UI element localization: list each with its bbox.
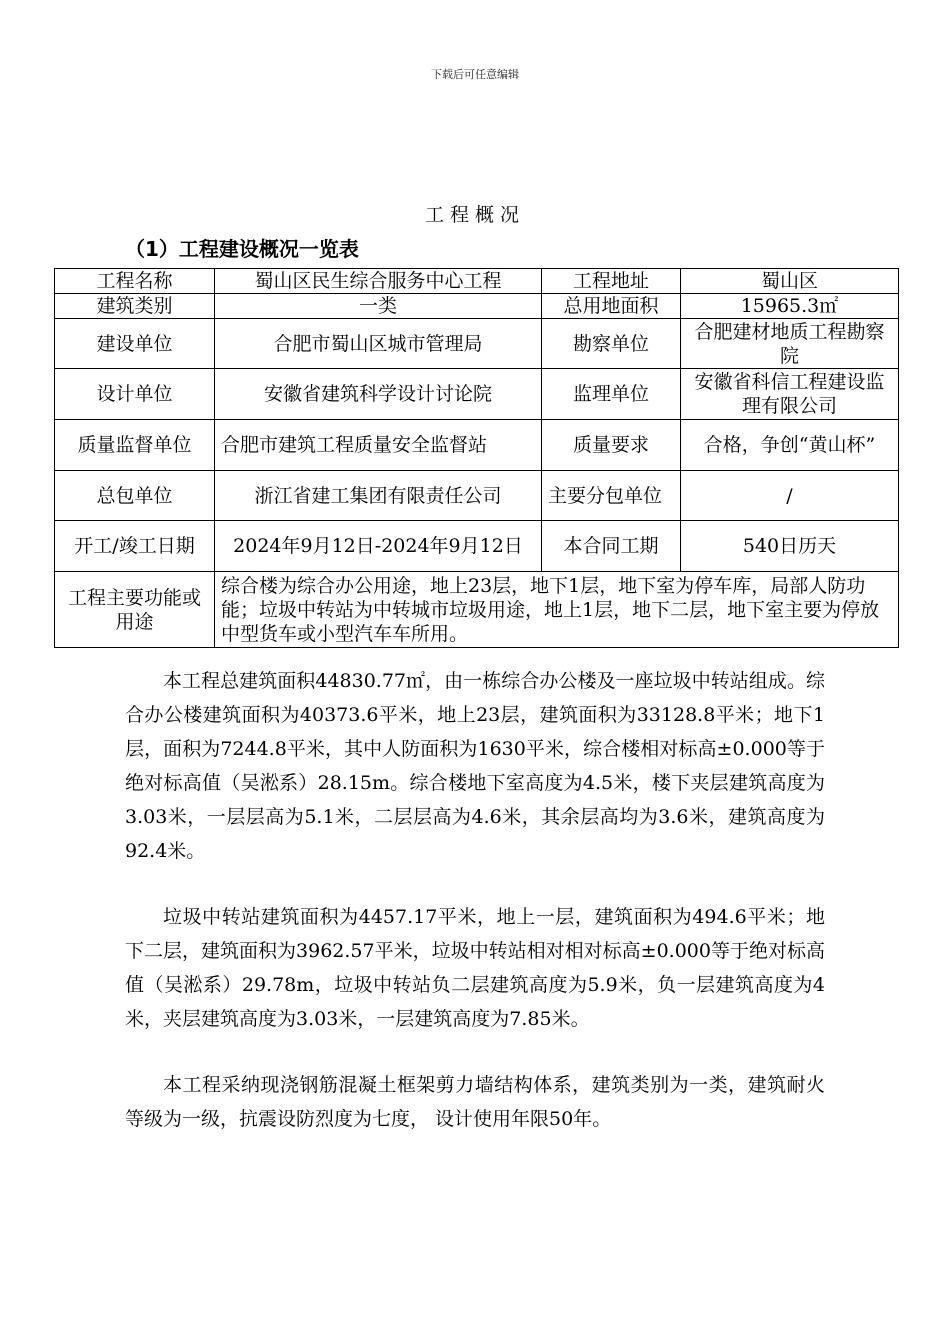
table-row (55, 471, 899, 521)
table-value-cell: 15965.3㎡ (681, 294, 899, 319)
table-label-cell: 工程名称 (55, 269, 215, 294)
table-row (55, 269, 899, 294)
table-label-cell: 建设单位 (55, 319, 215, 369)
table-row (55, 420, 899, 471)
table-value-cell: 2024年9月12日-2024年9月12日 (215, 521, 542, 572)
table-row (55, 294, 899, 319)
table-label-cell: 勘察单位 (542, 319, 681, 369)
table-value-cell: 合肥市建筑工程质量安全监督站 (215, 420, 542, 471)
table-row (55, 572, 899, 648)
table-row (55, 521, 899, 572)
table-label-cell: 质量要求 (542, 420, 681, 471)
usage-description-cell: 综合楼为综合办公用途，地上23层，地下1层，地下室为停车库，局部人防功能；垃圾中转站为中转城市垃圾用途，地上1层，地下二层，地下室主要为停放中型货车或小型汽车车所用。 (215, 572, 899, 648)
table-label-cell: 监理单位 (542, 369, 681, 420)
table-value-cell: 浙江省建工集团有限责任公司 (215, 471, 542, 521)
project-overview-table (54, 268, 899, 648)
table-value-cell: 安徽省建筑科学设计讨论院 (215, 369, 542, 420)
section-heading: （1）工程建设概况一览表 (125, 237, 359, 261)
table-row (55, 369, 899, 420)
document-title: 工程概况 (424, 204, 525, 226)
table-label-cell: 设计单位 (55, 369, 215, 420)
table-value-cell: 合肥市蜀山区城市管理局 (215, 319, 542, 369)
table-label-cell: 总包单位 (55, 471, 215, 521)
paragraph-total-area: 本工程总建筑面积44830.77㎡，由一栋综合办公楼及一座垃圾中转站组成。综合办公楼建筑面积为40373.6平米，地上23层，建筑面积为33128.8平米；地下1层，面积为7244.8平米，其中人防面积为1630平米，综合楼相对标高±0.000等于绝对标高值（吴淞系）28.15m。综合楼地下室高度为4.5米，楼下夹层建筑高度为3.03米，一层层高为5.1米，二层层高为4.6米，其余层高均为3.6米，建筑高度为92.4米。 (125, 670, 825, 862)
table-value-cell: 540日历天 (681, 521, 899, 572)
table-value-cell: 合格，争创“黄山杯” (681, 420, 899, 471)
body-text (125, 664, 825, 1168)
table-label-cell: 工程主要功能或用途 (55, 572, 215, 648)
table-label-cell: 开工/竣工日期 (55, 521, 215, 572)
table-value-cell: 合肥建材地质工程勘察院 (681, 319, 899, 369)
table-label-cell: 总用地面积 (542, 294, 681, 319)
table-value-cell: 安徽省科信工程建设监理有限公司 (681, 369, 899, 420)
table-label-cell: 主要分包单位 (542, 471, 681, 521)
table-label-cell: 建筑类别 (55, 294, 215, 319)
table-label-cell: 本合同工期 (542, 521, 681, 572)
table-label-cell: 工程地址 (542, 269, 681, 294)
table-value-cell: 一类 (215, 294, 542, 319)
table-value-cell: / (681, 471, 899, 521)
table-value-cell: 蜀山区 (681, 269, 899, 294)
page-header-note: 下载后可任意编辑 (431, 68, 519, 81)
table-label-cell: 质量监督单位 (55, 420, 215, 471)
paragraph-transfer-station: 垃圾中转站建筑面积为4457.17平米，地上一层，建筑面积为494.6平米；地下二层，建筑面积为3962.57平米，垃圾中转站相对相对标高±0.000等于绝对标高值（吴淞系）29.78m，垃圾中转站负二层建筑高度为5.9米，负一层建筑高度为4米，夹层建筑高度为3.03米，一层建筑高度为7.85米。 (125, 906, 825, 1030)
paragraph-structure: 本工程采纳现浇钢筋混凝土框架剪力墙结构体系，建筑类别为一类，建筑耐火等级为一级，抗震设防烈度为七度， 设计使用年限50年。 (125, 1074, 825, 1130)
table-value-cell: 蜀山区民生综合服务中心工程 (215, 269, 542, 294)
table-row (55, 319, 899, 369)
